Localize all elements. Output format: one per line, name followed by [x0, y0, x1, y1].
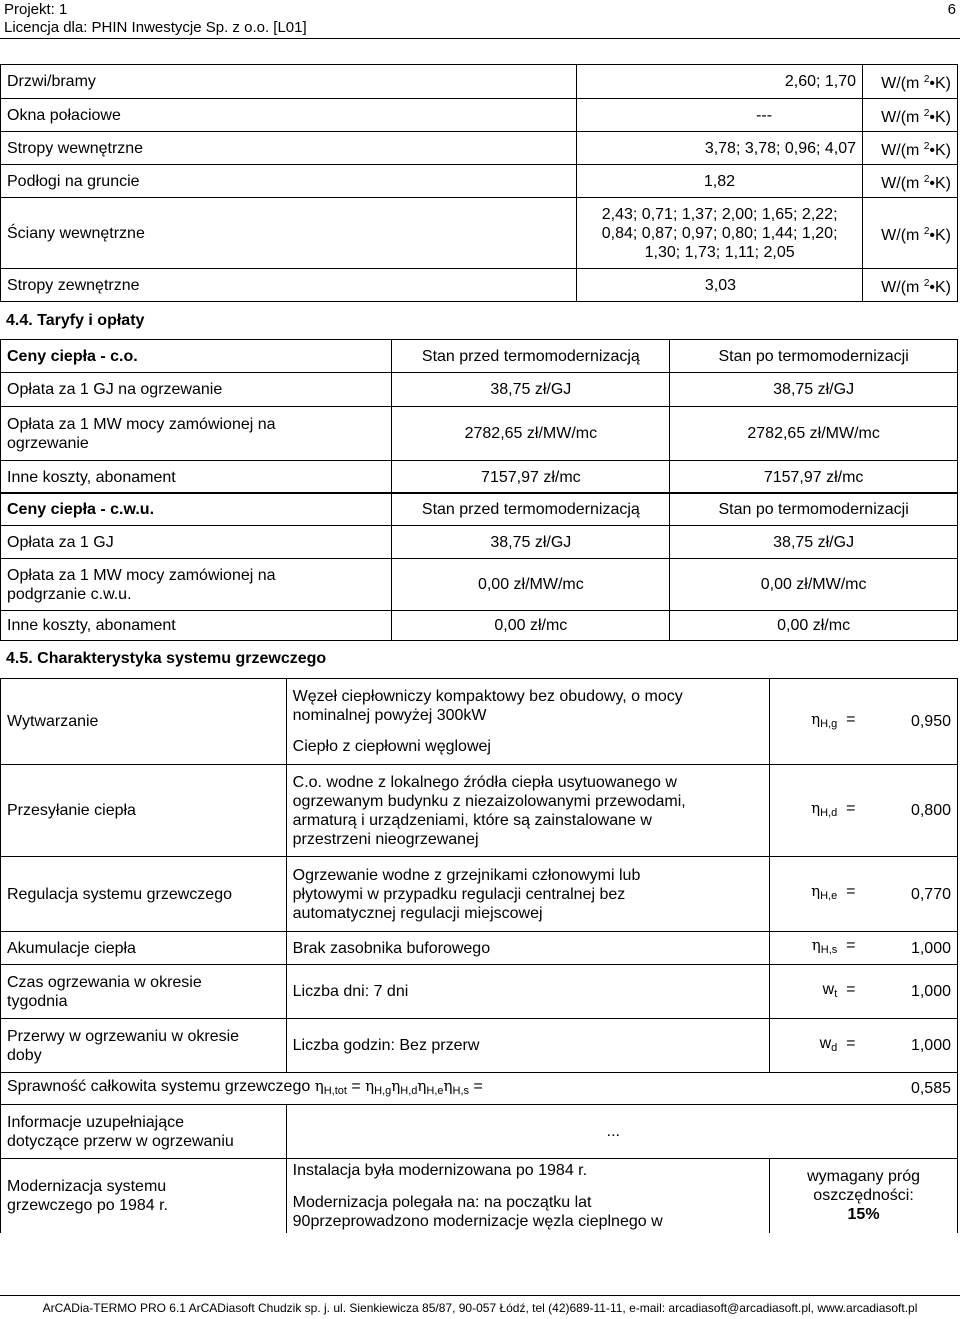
- u-unit: W/(m $^2$•K): [863, 99, 958, 132]
- eta-hd: $\eta_{H,d}$ =: [770, 765, 862, 857]
- table-row: [1, 679, 958, 765]
- license-label: Licencja dla: PHIN Inwestycje Sp. z o.o. [L01]: [4, 19, 307, 36]
- table-row: [1, 611, 958, 641]
- col-after: Stan po termomodernizacji: [670, 493, 958, 526]
- value-after: 2782,65 zł/MW/mc: [670, 407, 958, 461]
- u-value: ---: [577, 99, 863, 132]
- eta-he-value: 0,770: [862, 857, 958, 932]
- table-row: [1, 1159, 958, 1233]
- value-before: 38,75 zł/GJ: [392, 373, 670, 407]
- section-heading-4-4: 4.4. Taryfy i opłaty: [6, 312, 145, 329]
- value-before: 38,75 zł/GJ: [392, 526, 670, 559]
- informacje-desc: ...: [286, 1105, 957, 1159]
- tariffs-co-table: [0, 339, 958, 494]
- wd-symbol: $w_d$ =: [770, 1019, 862, 1073]
- col-before: Stan przed termomodernizacją: [392, 493, 670, 526]
- u-unit: W/(m $^2$•K): [863, 269, 958, 302]
- wt-value: 1,000: [862, 965, 958, 1019]
- value-after: 38,75 zł/GJ: [670, 373, 958, 407]
- eta-hs: $\eta_{H,s}$ =: [770, 932, 862, 965]
- row-label: Inne koszty, abonament: [1, 461, 392, 494]
- przesylanie-label: Przesyłanie ciepła: [1, 765, 287, 857]
- table-row: [1, 857, 958, 932]
- row-label: Opłata za 1 MW mocy zamówionej na podgrzanie c.w.u.: [1, 559, 392, 611]
- czas-label: Czas ogrzewania w okresie tygodnia: [1, 965, 287, 1019]
- project-label: Projekt: 1: [4, 1, 68, 18]
- table-row: [1, 526, 958, 559]
- value-before: 2782,65 zł/MW/mc: [392, 407, 670, 461]
- required-savings: wymagany próg oszczędności: 15%: [770, 1159, 958, 1233]
- table-row: [1, 99, 958, 132]
- przerwy-desc: Liczba godzin: Bez przerw: [286, 1019, 769, 1073]
- sprawnosc-formula: Sprawność całkowita systemu grzewczego $\eta_{H,tot} = \eta_{H,g}\eta_{H,d}\eta_{H,e}\eta_{H,s}$ =: [1, 1073, 862, 1105]
- modernizacja-desc: Instalacja była modernizowana po 1984 r. Modernizacja polegała na: na początku lat 90przeprowadzono modernizacje węzla cieplnego w: [286, 1159, 769, 1233]
- table-row: [1, 932, 958, 965]
- tariffs-co-title: Ceny ciepła - c.o.: [1, 340, 392, 373]
- table-row: [1, 269, 958, 302]
- u-value: 1,82: [577, 165, 863, 198]
- footer-text: ArCADia-TERMO PRO 6.1 ArCADiasoft Chudzik sp. j. ul. Sienkiewicza 85/87, 90-057 Łódź, tel (42)689-11-11, e-mail: arcadiasoft@arcadiasoft.pl, www.arcadiasoft.pl: [42, 1301, 918, 1315]
- przesylanie-desc: C.o. wodne z lokalnego źródła ciepła usytuowanego w ogrzewanym budynku z niezaizolowanymi przewodami, armaturą i urządzeniami, które są zainstalowane w przestrzeni nieogrzewanej: [286, 765, 769, 857]
- row-label: Opłata za 1 GJ na ogrzewanie: [1, 373, 392, 407]
- value-before: 7157,97 zł/mc: [392, 461, 670, 494]
- heating-system-table: [0, 678, 958, 1233]
- value-after: 7157,97 zł/mc: [670, 461, 958, 494]
- section-heading-4-5: 4.5. Charakterystyka systemu grzewczego: [6, 650, 327, 667]
- table-row: [1, 165, 958, 198]
- value-before: 0,00 zł/MW/mc: [392, 559, 670, 611]
- tariffs-cwu-table: [0, 492, 958, 641]
- wt-symbol: $w_t$ =: [770, 965, 862, 1019]
- u-value: 3,03: [577, 269, 863, 302]
- wytwarzanie-label: Wytwarzanie: [1, 679, 287, 765]
- table-row: [1, 965, 958, 1019]
- tariffs-cwu-title: Ceny ciepła - c.w.u.: [1, 493, 392, 526]
- table-row: [1, 559, 958, 611]
- modernizacja-label: Modernizacja systemu grzewczego po 1984 r.: [1, 1159, 287, 1233]
- eta-hg-value: 0,950: [862, 679, 958, 765]
- u-name: Stropy wewnętrzne: [1, 132, 577, 165]
- value-after: 0,00 zł/MW/mc: [670, 559, 958, 611]
- eta-hg: $\eta_{H,g}$ =: [770, 679, 862, 765]
- table-row: [1, 65, 958, 99]
- regulacja-desc: Ogrzewanie wodne z grzejnikami członowymi lub płytowymi w przypadku regulacji centralnej bez automatycznej regulacji miejscowej: [286, 857, 769, 932]
- eta-hs-value: 1,000: [862, 932, 958, 965]
- akumulacja-desc: Brak zasobnika buforowego: [286, 932, 769, 965]
- u-name: Drzwi/bramy: [1, 65, 577, 99]
- table-row: [1, 373, 958, 407]
- table-row: [1, 765, 958, 857]
- row-label: Inne koszty, abonament: [1, 611, 392, 641]
- table-row: [1, 493, 958, 526]
- u-value: 2,43; 0,71; 1,37; 2,00; 1,65; 2,22; 0,84; 0,87; 0,97; 0,80; 1,44; 1,20; 1,30; 1,73; 1,11; 2,05: [577, 198, 863, 269]
- table-row: [1, 1105, 958, 1159]
- value-after: 0,00 zł/mc: [670, 611, 958, 641]
- sprawnosc-value: 0,585: [862, 1073, 958, 1105]
- u-unit: W/(m $^2$•K): [863, 65, 958, 99]
- table-row: [1, 1073, 958, 1105]
- table-row: [1, 198, 958, 269]
- eta-he: $\eta_{H,e}$ =: [770, 857, 862, 932]
- value-before: 0,00 zł/mc: [392, 611, 670, 641]
- u-value: 3,78; 3,78; 0,96; 4,07: [577, 132, 863, 165]
- u-unit: W/(m $^2$•K): [863, 165, 958, 198]
- przerwy-label: Przerwy w ogrzewaniu w okresie doby: [1, 1019, 287, 1073]
- row-label: Opłata za 1 MW mocy zamówionej na ogrzewanie: [1, 407, 392, 461]
- value-after: 38,75 zł/GJ: [670, 526, 958, 559]
- table-row: [1, 461, 958, 494]
- u-unit: W/(m $^2$•K): [863, 198, 958, 269]
- footer-divider: [0, 1295, 960, 1296]
- informacje-label: Informacje uzupełniające dotyczące przerw w ogrzewaniu: [1, 1105, 287, 1159]
- col-after: Stan po termomodernizacji: [670, 340, 958, 373]
- u-name: Podłogi na gruncie: [1, 165, 577, 198]
- u-name: Okna połaciowe: [1, 99, 577, 132]
- akumulacja-label: Akumulacje ciepła: [1, 932, 287, 965]
- page-number: 6: [947, 1, 956, 18]
- u-unit: W/(m $^2$•K): [863, 132, 958, 165]
- col-before: Stan przed termomodernizacją: [392, 340, 670, 373]
- table-row: [1, 340, 958, 373]
- czas-desc: Liczba dni: 7 dni: [286, 965, 769, 1019]
- table-row: [1, 407, 958, 461]
- u-value: 2,60; 1,70: [577, 65, 863, 99]
- u-name: Ściany wewnętrzne: [1, 198, 577, 269]
- wd-value: 1,000: [862, 1019, 958, 1073]
- row-label: Opłata za 1 GJ: [1, 526, 392, 559]
- u-values-table: [0, 64, 958, 302]
- eta-hd-value: 0,800: [862, 765, 958, 857]
- table-row: [1, 132, 958, 165]
- header-divider: [0, 38, 960, 39]
- regulacja-label: Regulacja systemu grzewczego: [1, 857, 287, 932]
- wytwarzanie-desc: Węzeł ciepłowniczy kompaktowy bez obudowy, o mocy nominalnej powyżej 300kW Ciepło z ciepłowni węglowej: [286, 679, 769, 765]
- u-name: Stropy zewnętrzne: [1, 269, 577, 302]
- table-row: [1, 1019, 958, 1073]
